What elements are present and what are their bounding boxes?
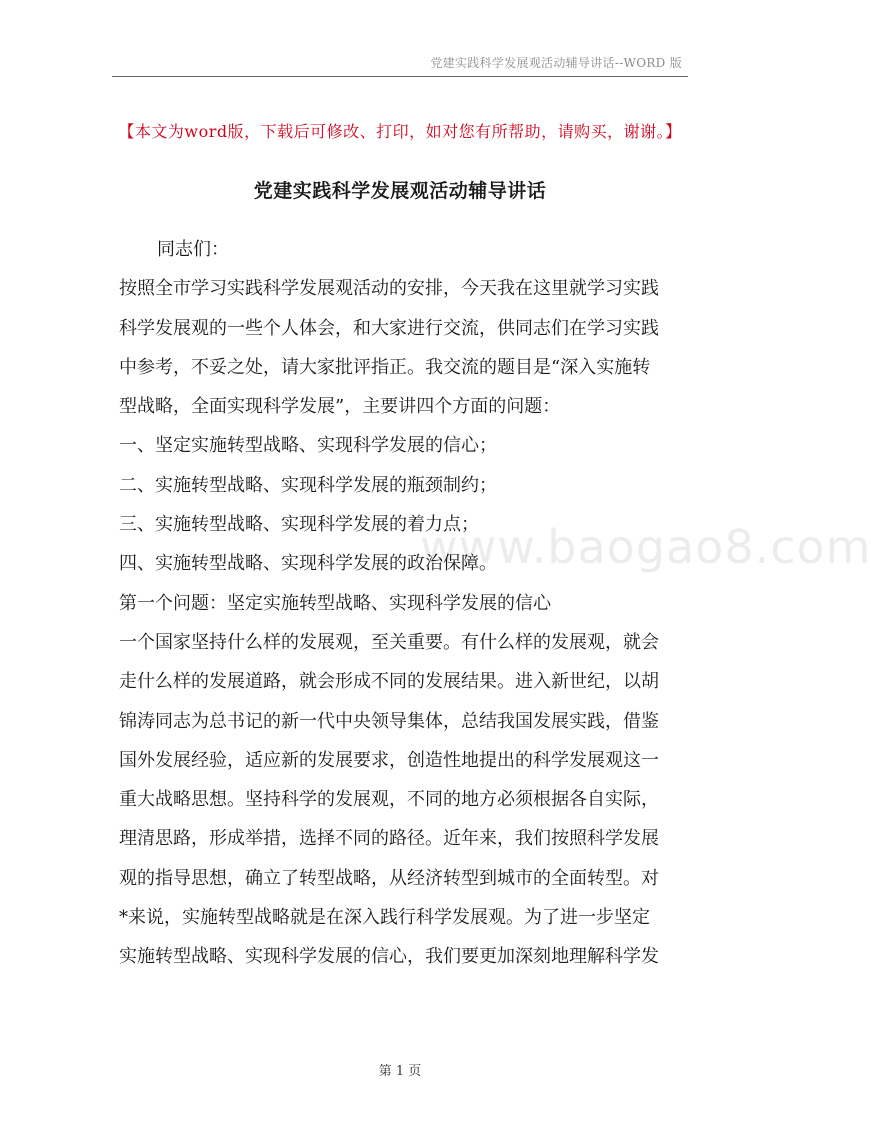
paragraph-line: 实施转型战略、实现科学发展的信心，我们要更加深刻地理解科学发 bbox=[119, 946, 659, 968]
paragraph-line: 科学发展观的一些个人体会，和大家进行交流，供同志们在学习实践 bbox=[119, 317, 659, 339]
document-body bbox=[119, 230, 689, 977]
document-title: 党建实践科学发展观活动辅导讲话 bbox=[253, 180, 547, 202]
running-header: 党建实践科学发展观活动辅导讲话--WORD 版 bbox=[430, 56, 682, 70]
paragraph-line: 走什么样的发展道路，就会形成不同的发展结果。进入新世纪，以胡 bbox=[119, 671, 659, 693]
outline-item: 二、实施转型战略、实现科学发展的瓶颈制约； bbox=[119, 474, 497, 496]
paragraph-line: 型战略，全面实现科学发展”，主要讲四个方面的问题： bbox=[119, 396, 561, 418]
outline-item: 四、实施转型战略、实现科学发展的政治保障。 bbox=[119, 553, 497, 575]
watermark: www.baogao8.com bbox=[420, 520, 871, 574]
paragraph-line: 按照全市学习实践科学发展观活动的安排，今天我在这里就学习实践 bbox=[119, 278, 659, 300]
outline-item: 一、坚定实施转型战略、实现科学发展的信心； bbox=[119, 435, 497, 457]
paragraph-line: 观的指导思想，确立了转型战略，从经济转型到城市的全面转型。对 bbox=[119, 867, 659, 889]
header-divider bbox=[112, 76, 688, 77]
paragraph-line: 国外发展经验，适应新的发展要求，创造性地提出的科学发展观这一 bbox=[119, 749, 659, 771]
section-heading: 第一个问题：坚定实施转型战略、实现科学发展的信心 bbox=[119, 592, 551, 614]
paragraph-line: 中参考，不妥之处，请大家批评指正。我交流的题目是“深入实施转 bbox=[119, 356, 651, 378]
salutation: 同志们： bbox=[157, 239, 229, 260]
paragraph-line: 理清思路，形成举措，选择不同的路径。近年来，我们按照科学发展 bbox=[119, 828, 659, 850]
download-notice: 【本文为word版，下载后可修改、打印，如对您有所帮助，请购买，谢谢。】 bbox=[118, 122, 682, 141]
outline-item: 三、实施转型战略、实现科学发展的着力点； bbox=[119, 514, 479, 536]
paragraph-line: 一个国家坚持什么样的发展观，至关重要。有什么样的发展观，就会 bbox=[119, 631, 659, 653]
paragraph-line: *来说，实施转型战略就是在深入践行科学发展观。为了进一步坚定 bbox=[119, 907, 650, 929]
paragraph-line: 锦涛同志为总书记的新一代中央领导集体，总结我国发展实践，借鉴 bbox=[119, 710, 659, 732]
page-number: 第 1 页 bbox=[378, 1064, 422, 1079]
paragraph-line: 重大战略思想。坚持科学的发展观，不同的地方必须根据各自实际， bbox=[119, 789, 659, 811]
